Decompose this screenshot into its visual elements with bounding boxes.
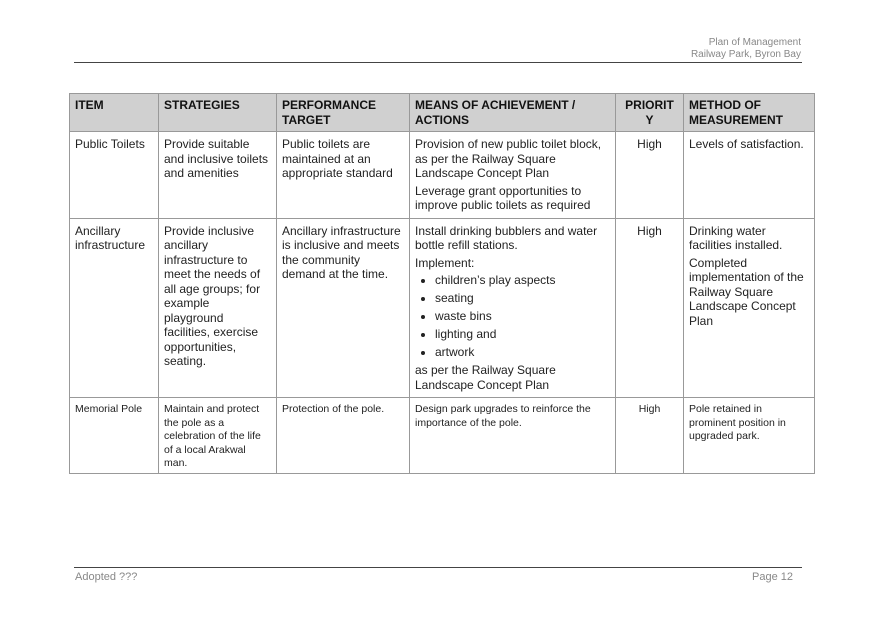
header-divider	[74, 62, 802, 63]
table-row	[70, 398, 815, 474]
cell-performance-target: Public toilets are maintained at an appropriate standard	[277, 132, 410, 219]
cell-strategies: Maintain and protect the pole as a celebration of the life of a local Arakwal man.	[159, 398, 277, 474]
cell-measurement	[684, 218, 815, 398]
measurement-paragraph: Drinking water facilities installed.	[689, 223, 783, 252]
column-header-priority: PRIORIT Y	[616, 94, 684, 132]
means-bullet-list	[415, 273, 610, 360]
means-paragraph: Provision of new public toilet block, as per the Railway Square Landscape Concept Plan	[415, 137, 602, 180]
measurement-paragraph: Pole retained in prominent position in upgraded park.	[689, 403, 786, 442]
list-item: • seating	[435, 291, 610, 306]
list-item: • children’s play aspects	[435, 273, 610, 288]
page-header	[691, 37, 801, 61]
list-item: • waste bins	[435, 309, 610, 324]
cell-performance-target: Ancillary infrastructure is inclusive and meets the community demand at the time.	[277, 218, 410, 398]
page-number: Page 12	[752, 571, 793, 583]
means-paragraph: Leverage grant opportunities to improve public toilets as required	[415, 183, 591, 212]
means-paragraph: as per the Railway Square Landscape Concept Plan	[415, 363, 556, 392]
column-header-means-of-achievement: MEANS OF ACHIEVEMENT / ACTIONS	[410, 94, 616, 132]
footer-divider	[74, 567, 802, 568]
header-subtitle: Railway Park, Byron Bay	[690, 49, 801, 60]
cell-means	[410, 398, 616, 474]
means-paragraph: Design park upgrades to reinforce the importance of the pole.	[415, 403, 591, 429]
means-paragraph: Implement:	[415, 255, 475, 270]
management-table	[69, 93, 815, 474]
header-title: Plan of Management	[708, 37, 801, 48]
cell-measurement	[684, 132, 815, 219]
cell-means	[410, 132, 616, 219]
measurement-paragraph: Levels of satisfaction.	[689, 137, 804, 151]
table-row	[70, 218, 815, 398]
cell-strategies: Provide inclusive ancillary infrastructure to meet the needs of all age groups; for example playground facilities, exercise opportunities, seating.	[159, 218, 277, 398]
cell-means	[410, 218, 616, 398]
column-header-item: ITEM	[70, 94, 159, 132]
cell-measurement	[684, 398, 815, 474]
cell-item: Public Toilets	[70, 132, 159, 219]
cell-priority: High	[616, 398, 684, 474]
cell-item: Ancillary infrastructure	[70, 218, 159, 398]
column-header-performance-target: PERFORMANCE TARGET	[277, 94, 410, 132]
table-row	[70, 132, 815, 219]
cell-strategies: Provide suitable and inclusive toilets and amenities	[159, 132, 277, 219]
list-item: • lighting and	[435, 327, 610, 342]
list-item: • artwork	[435, 345, 610, 360]
cell-performance-target: Protection of the pole.	[277, 398, 410, 474]
table-header-row	[70, 94, 815, 132]
cell-priority: High	[616, 218, 684, 398]
cell-priority: High	[616, 132, 684, 219]
footer-adopted: Adopted ???	[75, 571, 138, 583]
column-header-strategies: STRATEGIES	[159, 94, 277, 132]
measurement-paragraph: Completed implementation of the Railway Square Landscape Concept Plan	[689, 255, 804, 328]
column-header-method-of-measurement: METHOD OF MEASUREMENT	[684, 94, 815, 132]
cell-item: Memorial Pole	[70, 398, 159, 474]
means-paragraph: Install drinking bubblers and water bottle refill stations.	[415, 223, 598, 252]
